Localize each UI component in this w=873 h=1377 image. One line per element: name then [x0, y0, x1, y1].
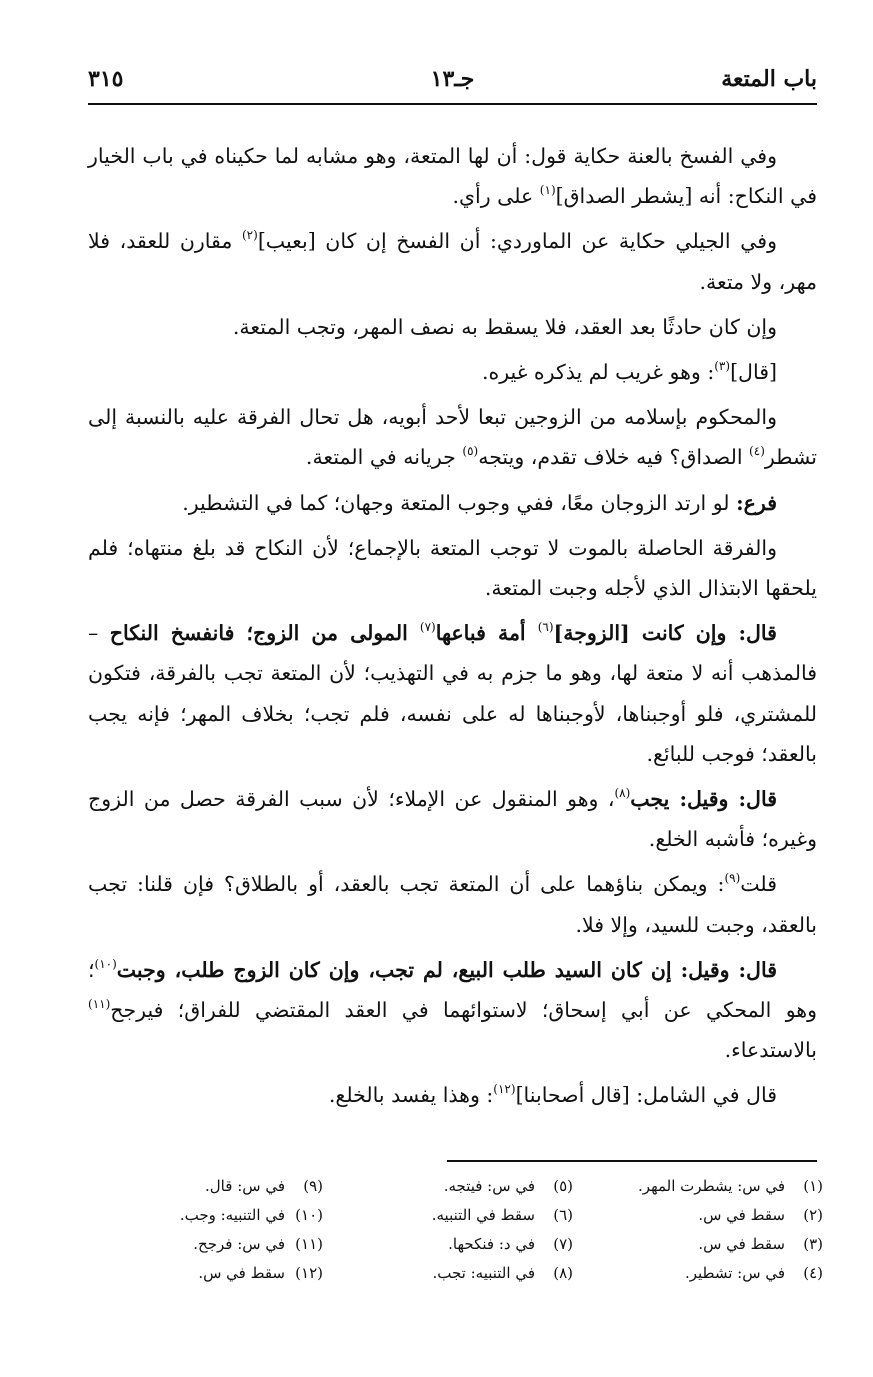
footnote-ref[interactable]: (٣) [714, 359, 731, 374]
matn-quote: أمة فباعها [435, 621, 538, 646]
footnote [343, 1201, 573, 1230]
footnote-text: سقط في س. [698, 1235, 785, 1253]
footnote-ref[interactable]: (٢) [241, 228, 258, 243]
page-number: ٣١٥ [88, 66, 124, 92]
footnote-ref[interactable]: (٩) [724, 871, 741, 886]
footnote-column [343, 1172, 573, 1288]
footnote [343, 1259, 573, 1288]
footnote-ref[interactable]: (١٠) [94, 956, 117, 971]
matn-quote: المولى من الزوج؛ فانفسخ النكاح [109, 621, 420, 646]
footnote-text: في التنبيه: وجب. [179, 1206, 285, 1224]
footnote [593, 1230, 823, 1259]
text: وإن كان حادثًا بعد العقد، فلا يسقط به نصف المهر، وتجب المتعة. [232, 314, 777, 339]
text: ، وهو المنقول عن الإملاء؛ لأن سبب الفرقة حصل من الزوج وغيره؛ فأشبه الخلع. [88, 787, 817, 852]
text: قلت [740, 872, 777, 897]
footnote-text: في س: يشطرت المهر. [638, 1177, 785, 1195]
matn-quote: قال: وقيل: إن كان السيد طلب البيع، لم تجب، وإن كان الزوج طلب، وجبت [116, 957, 777, 982]
text: – فالمذهب أنه لا متعة لها، وهو ما جزم به في التهذيب؛ لأن المتعة تجب بالفرقة، فتكون للمشتري، فلو أوجبناها، لأوجبناها له على نفسه، فلم تجب؛ بخلاف المهر؛ فإنه يجب بالعقد؛ فوجب للبائع. [88, 621, 817, 766]
paragraph [88, 864, 817, 944]
text: : ويمكن بناؤهما على أن المتعة تجب بالعقد، أو بالطلاق؟ فإن قلنا: تجب بالعقد، وجبت للسيد، وإلا فلا. [88, 872, 817, 937]
paragraph [88, 352, 817, 392]
text: بالاستدعاء. [724, 1038, 817, 1063]
footnote-ref[interactable]: (٤) [749, 444, 765, 459]
matn-quote: قال: وقيل: يجب [630, 787, 777, 812]
footnote-ref[interactable]: (٥) [462, 444, 479, 459]
footnote-column [593, 1172, 823, 1288]
text: على رأي. [452, 184, 540, 209]
footnote [593, 1172, 823, 1201]
footnote-text: في د: فنكحها. [448, 1235, 535, 1253]
branch-label: فرع: [736, 490, 777, 515]
footnote-column [93, 1172, 323, 1288]
footnote-text: في التنبيه: تجب. [432, 1264, 535, 1282]
footnote-text: سقط في التنبيه. [431, 1206, 535, 1224]
footnote [93, 1230, 323, 1259]
footnote-text: في س: فرجح. [193, 1235, 285, 1253]
footnote-number: (١٢) [295, 1264, 323, 1282]
footnote-number: (٤) [803, 1264, 823, 1282]
footnote-number: (١٠) [295, 1206, 323, 1224]
footnote-number: (٨) [553, 1264, 573, 1282]
footnote [93, 1172, 323, 1201]
text: ؛ وهو المحكي عن أبي إسحاق؛ لاستوائهما في العقد المقتضي للفراق؛ فيرجح [88, 957, 817, 1023]
footnote [593, 1259, 823, 1288]
text: : وهذا يفسد بالخلع. [328, 1083, 494, 1108]
footnote-text: في س: فيتجه. [443, 1177, 535, 1195]
footnote [343, 1172, 573, 1201]
footnote-ref[interactable]: (٦) [537, 620, 554, 635]
text: وفي الجيلي حكاية عن الماوردي: أن الفسخ إن كان [بعيب] [257, 229, 777, 254]
footnote-number: (٣) [803, 1235, 823, 1253]
footnote-ref[interactable]: (١) [539, 183, 556, 198]
running-header [88, 58, 817, 104]
footnote-number: (٥) [553, 1177, 573, 1195]
chapter-title: باب المتعة [721, 66, 817, 92]
text: قال في الشامل: [قال أصحابنا] [515, 1083, 777, 1108]
footnote-ref[interactable]: (١٢) [493, 1082, 516, 1097]
header-rule [88, 103, 817, 105]
footnote-number: (١١) [295, 1235, 323, 1253]
footnote-text: في س: قال. [205, 1177, 285, 1195]
footnote-ref[interactable]: (٨) [614, 786, 631, 801]
main-text [88, 136, 817, 1121]
volume-number: جـ١٣ [430, 66, 475, 92]
text: مقارن للعقد، فلا مهر، ولا متعة. [88, 229, 817, 294]
text: لو ارتد الزوجان معًا، ففي وجوب المتعة وجهان؛ كما في التشطير. [182, 490, 737, 515]
paragraph [88, 1075, 817, 1115]
text: الصداق؟ فيه خلاف تقدم، ويتجه [478, 445, 750, 470]
footnote-number: (٧) [553, 1235, 573, 1253]
text: والفرقة الحاصلة بالموت لا توجب المتعة بالإجماع؛ لأن النكاح قد بلغ منتهاه؛ فلم يلحقها الابتذال الذي لأجله وجبت المتعة. [88, 535, 817, 601]
paragraph [88, 950, 817, 1071]
footnote [593, 1201, 823, 1230]
footnote [93, 1201, 323, 1230]
text: والمحكوم بإسلامه من الزوجين تبعا لأحد أبويه، هل تحال الفرقة عليه بالنسبة إلى تشطر [88, 405, 817, 470]
footnotes [88, 1172, 823, 1302]
footnote [93, 1259, 323, 1288]
footnote-number: (٩) [303, 1177, 323, 1195]
footnote-ref[interactable]: (١١) [88, 997, 111, 1012]
paragraph [88, 307, 817, 347]
footnote-number: (٢) [803, 1206, 823, 1224]
footnote-number: (١) [803, 1177, 823, 1195]
footnote-number: (٦) [553, 1206, 573, 1224]
text: وفي الفسخ بالعنة حكاية قول: أن لها المتعة، وهو مشابه لما حكيناه في باب الخيار في النكاح: أنه [يشطر الصداق] [88, 144, 817, 209]
paragraph [88, 528, 817, 608]
footnote [343, 1230, 573, 1259]
text: جريانه في المتعة. [305, 445, 463, 470]
footnote-text: سقط في س. [198, 1264, 285, 1282]
paragraph [88, 779, 817, 859]
paragraph [88, 221, 817, 301]
paragraph [88, 136, 817, 216]
text: [قال] [730, 360, 777, 385]
footnote-ref[interactable]: (٧) [419, 620, 436, 635]
footnote-text: سقط في س. [698, 1206, 785, 1224]
paragraph [88, 613, 817, 774]
matn-quote: قال: وإن كانت [الزوجة] [553, 621, 777, 646]
footnote-text: في س: تشطير. [684, 1264, 785, 1282]
footnote-rule [447, 1160, 817, 1162]
text: : وهو غريب لم يذكره غيره. [481, 360, 715, 385]
paragraph [88, 483, 817, 523]
paragraph [88, 397, 817, 477]
